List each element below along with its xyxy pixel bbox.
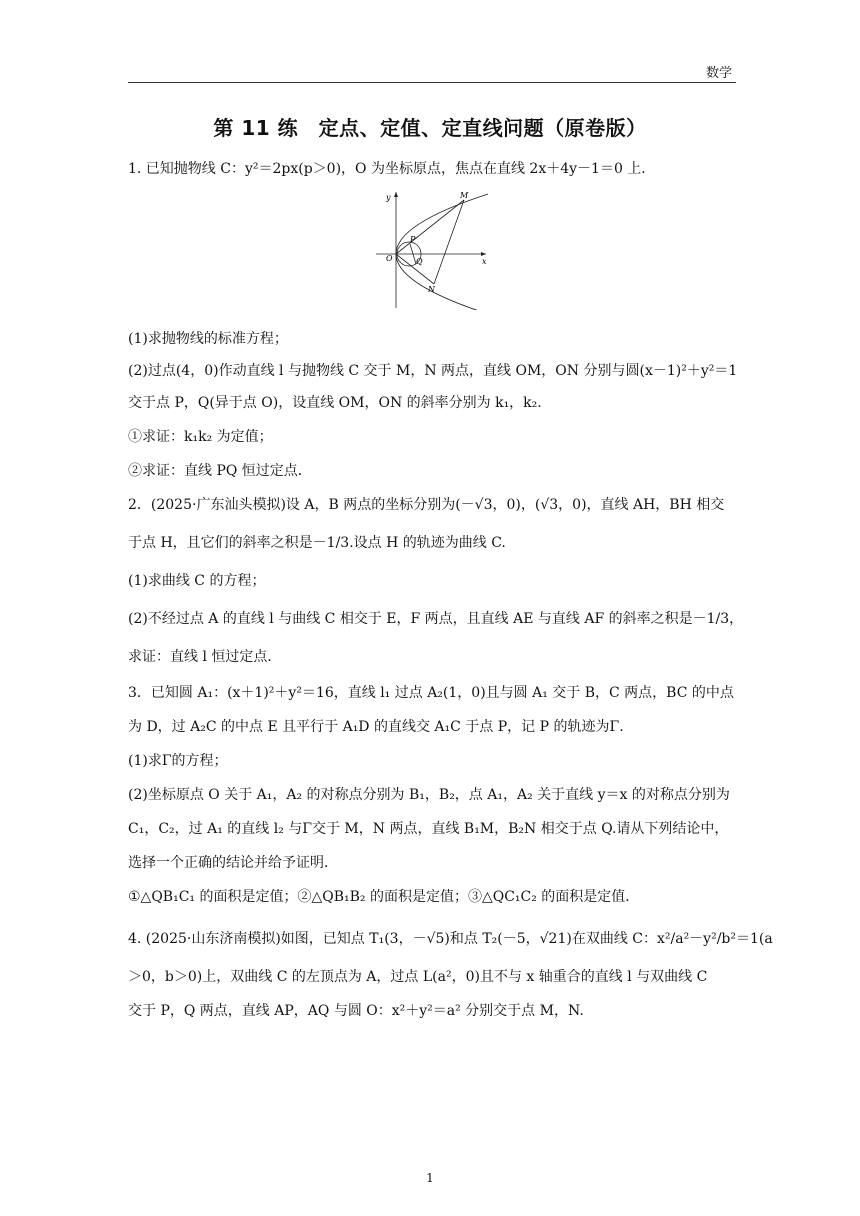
x-axis-arrow [481,252,486,256]
problem-3-part-2: (2)坐标原点 O 关于 A₁，A₂ 的对称点分别为 B₁，B₂，点 A₁，A₂ 关于直线 y＝x 的对称点分别为 [128,787,730,803]
problem-3-statement-cont: 为 D，过 A₂C 的中点 E 且平行于 A₁D 的直线交 A₁C 于点 P，记 P 的轨迹为Γ. [128,719,624,735]
problem-2-statement: 2．(2025·广东汕头模拟)设 A，B 两点的坐标分别为(－√3，0)，(√3，0)，直线 AH，BH 相交 [128,497,725,513]
problem-1-proof-2: ②求证：直线 PQ 恒过定点． [128,463,312,479]
line-mn [434,200,464,284]
problem-3-part-1: (1)求Γ的方程； [128,753,228,769]
problem-3-options: ①△QB₁C₁ 的面积是定值；②△QB₁B₂ 的面积是定值；③△QC₁C₂ 的面积是定值． [128,889,640,905]
label-y: y [386,193,391,202]
label-n: N [428,285,435,294]
problem-3-part-2-cont: C₁，C₂，过 A₁ 的直线 l₂ 与Γ交于 M，N 两点，直线 B₁M，B₂N 相交于点 Q.请从下列结论中， [128,821,729,837]
problem-1-proof-1: ①求证：k₁k₂ 为定值； [128,429,273,445]
label-q: Q [416,257,423,266]
problem-2-part-2: (2)不经过点 A 的直线 l 与曲线 C 相交于 E，F 两点，且直线 AE 与直线 AF 的斜率之积是－1/3， [128,611,744,627]
problem-3-statement: 3．已知圆 A₁：(x＋1)²＋y²＝16，直线 l₁ 过点 A₂(1，0)且与圆 A₁ 交于 B，C 两点，BC 的中点 [128,685,734,701]
parabola-curve [396,194,488,310]
label-x: x [482,257,487,266]
problem-4-statement-cont: ＞0，b＞0)上，双曲线 C 的左顶点为 A，过点 L(a²，0)且不与 x 轴重合的直线 l 与双曲线 C [128,969,708,985]
problem-2-part-2-cont: 求证：直线 l 恒过定点． [128,649,282,665]
problem-2-part-1: (1)求曲线 C 的方程； [128,573,266,589]
problem-1-part-2: (2)过点(4，0)作动直线 l 与抛物线 C 交于 M，N 两点，直线 OM，ON 分别与圆(x－1)²＋y²＝1 [128,363,738,379]
header-rule [128,82,736,83]
label-o: O [386,254,393,263]
page-title: 第 11 练 定点、定值、定直线问题（原卷版） [213,116,647,140]
line-om [396,200,464,254]
y-axis-arrow [394,192,398,197]
problem-4-statement: 4. (2025·山东济南模拟)如图，已知点 T₁(3，－√5)和点 T₂(－5，√21)在双曲线 C：x²/a²－y²/b²＝1(a [128,931,773,947]
problem-1-statement: 1. 已知抛物线 C：y²＝2px(p＞0)，O 为坐标原点，焦点在直线 2x＋4y－1＝0 上． [128,161,656,177]
problem-2-statement-cont: 于点 H，且它们的斜率之积是－1/3.设点 H 的轨迹为曲线 C. [128,535,506,551]
page-number: 1 [426,1171,434,1185]
parabola-figure [368,186,492,310]
problem-3-part-2-choose: 选择一个正确的结论并给予证明． [128,855,338,871]
label-p: P [410,235,416,244]
problem-1-part-1: (1)求抛物线的标准方程； [128,331,288,347]
problem-1-part-2-cont: 交于点 P，Q(异于点 O)，设直线 OM，ON 的斜率分别为 k₁，k₂. [128,395,542,411]
label-m: M [460,191,469,200]
problem-4-statement-end: 交于 P，Q 两点，直线 AP，AQ 与圆 O：x²＋y²＝a² 分别交于点 M，N. [128,1003,584,1019]
header-subject: 数学 [705,66,732,81]
